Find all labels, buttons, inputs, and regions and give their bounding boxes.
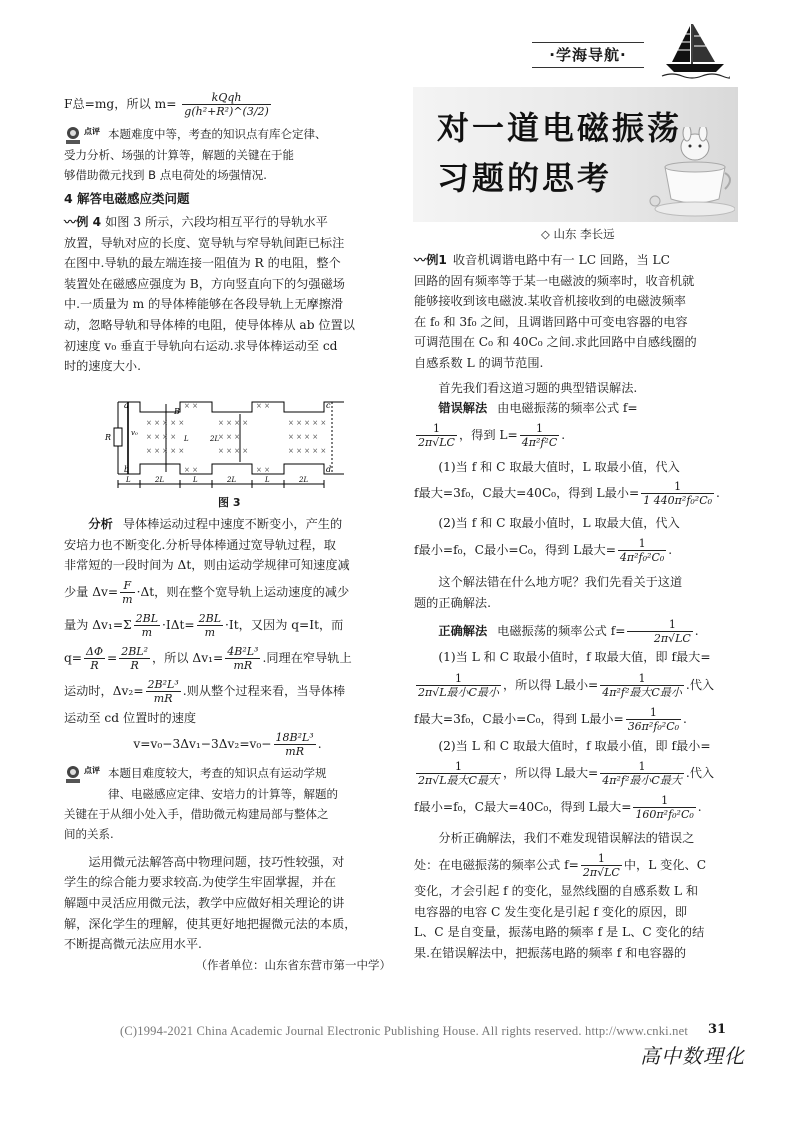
comment-1: 点评 本题难度中等，考查的知识点有库仑定律、 受力分析、场强的计算等，解题的关键在于能 够借助微元找到 B 点电荷处的场强情况. [64,126,327,182]
teacup-illustration-icon [645,127,735,219]
example-4: 〰例 4 如图 3 所示，六段均相互平行的导轨水平 [64,215,328,230]
label-R: R [105,433,112,442]
article-title-banner [413,87,738,222]
comment-badge-icon [64,125,104,145]
svg-text:× ×: × × [184,402,198,410]
svg-text:2L: 2L [299,476,309,484]
label-b: b [124,465,130,474]
comment-badge-icon [64,764,104,784]
column-name: ·学海导航· [532,42,644,68]
top-formula: F总=mg，所以 m= $\frac{\text{kQqh}}{\text{g(h²+R²)\textasciicircum{}(3/2)}}$ [64,91,269,118]
page-number: 31 [708,1022,727,1037]
svg-text:× ×: × × [184,466,198,474]
svg-text:× × × ×: × × × × [218,447,249,455]
label-L-width: L [184,435,189,443]
svg-text:× × ×: × × × [218,433,241,441]
label-2L-width: 2L [210,435,220,443]
svg-text:点评: 点评 [84,765,100,775]
article-author: ◇ 山东 李长远 [541,227,615,241]
svg-text:L: L [126,476,131,484]
author-unit: （作者单位：山东省东营市第一中学） [195,957,391,972]
section-heading: 4 解答电磁感应类问题 [64,190,190,206]
svg-text:L: L [193,476,198,484]
label-a: a [124,401,129,410]
copyright-footer: (C)1994-2021 China Academic Journal Electronic Publishing House. All rights reserved. http://www.cnki.net [120,1024,689,1038]
svg-text:2L: 2L [155,476,165,484]
svg-text:× ×: × × [256,466,270,474]
svg-text:× × × × ×: × × × × × [288,447,327,455]
svg-text:× × × ×: × × × × [288,433,319,441]
final-velocity-formula: v=v₀−3Δv₁−3Δv₂=v₀− $\frac{\text{18B²L³}}{mR}$ . [133,731,322,759]
label-c: c [326,401,331,410]
figure-caption: 图 3 [218,496,241,509]
svg-text:× ×: × × [256,402,270,410]
svg-text:× × × × ×: × × × × × [146,419,185,427]
label-B: B [174,407,180,416]
svg-text:× × × × ×: × × × × × [146,447,185,455]
title-line-1: 对一道电磁振荡 [437,109,683,147]
figure-3 [100,398,360,492]
svg-text:2L: 2L [227,476,237,484]
title-line-2: 习题的思考 [437,159,613,197]
svg-text:点评: 点评 [84,126,100,136]
magazine-logo: 高中数理化 [640,1044,745,1068]
svg-text:× × × × ×: × × × × × [288,419,327,427]
example-1: 〰例1 收音机调谐电路中有一 LC 回路，当 LC [414,253,670,267]
svg-text:L: L [265,476,270,484]
comment-2: 点评 本题目难度较大，考查的知识点有运动学规 律、电磁感应定律、安培力的计算等，解题的 关键在于从细小处入手，借助微元构建局部与整体之 间的关系. [64,765,338,841]
svg-text:× × × ×: × × × × [146,433,177,441]
label-v0: v₀ [131,429,138,437]
label-d: d [326,465,332,474]
ship-logo-icon [660,22,730,80]
svg-text:× × × ×: × × × × [218,419,249,427]
